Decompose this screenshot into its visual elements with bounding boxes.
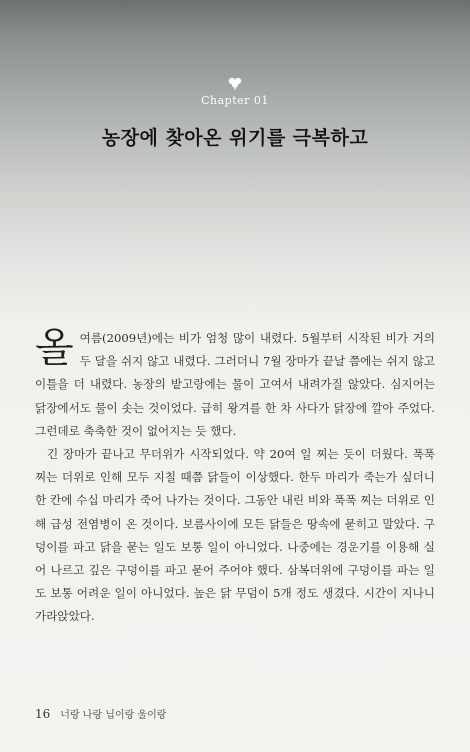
body-text <box>35 327 435 629</box>
page-footer <box>35 706 166 721</box>
running-book-title: 너랑 나랑 닙이랑 울이랑 <box>60 710 167 721</box>
paragraph-1-text: 여름(2009년)에는 비가 엄청 많이 내렸다. 5월부터 시작된 비가 거의 두 달을 쉬지 않고 내렸다. 그러더니 7월 장마가 끝날 쯤에는 쉬지 않고 이틀을 더 내렸다. 농장의 밭고랑에는 물이 고여서 내려가질 않았다. 심지어는 닭장에서도 물이 솟는 것이었다. 급히 왕겨를 한 차 사다가 닭장에 깔아 주었다. 그런데로 축축한 것이 없어지는 듯 했다. <box>35 331 435 438</box>
drop-cap: 올 <box>35 325 74 371</box>
paragraph-1 <box>35 327 435 443</box>
paragraph-2: 긴 장마가 끝나고 무더위가 시작되었다. 약 20여 일 찌는 듯이 더웠다. 푹푹 찌는 더위로 인해 모두 지칠 때쯤 닭들이 이상했다. 한두 마리가 죽는가 싶더니 한 칸에 수십 마리가 죽어 나가는 것이다. 그동안 내린 비와 푹푹 찌는 더위로 인해 급성 전염병이 온 것이다. 보름사이에 모든 닭들은 땅속에 묻히고 말았다. 구덩이를 파고 닭을 묻는 일도 보통 일이 아니었다. 나중에는 경운기를 이용해 실어 나르고 깊은 구덩이를 파고 묻어 주어야 했다. 삼복더위에 구덩이를 파는 일도 보통 어려운 일이 아니었다. 높은 닭 무덤이 5개 정도 생겼다. 시간이 지나니 가라앉았다. <box>35 447 435 624</box>
chapter-title: 농장에 찾아온 위기를 극복하고 <box>101 127 369 149</box>
flower-ornament-icon <box>226 76 244 90</box>
page-number: 16 <box>35 707 51 721</box>
chapter-label: Chapter 01 <box>201 94 269 107</box>
